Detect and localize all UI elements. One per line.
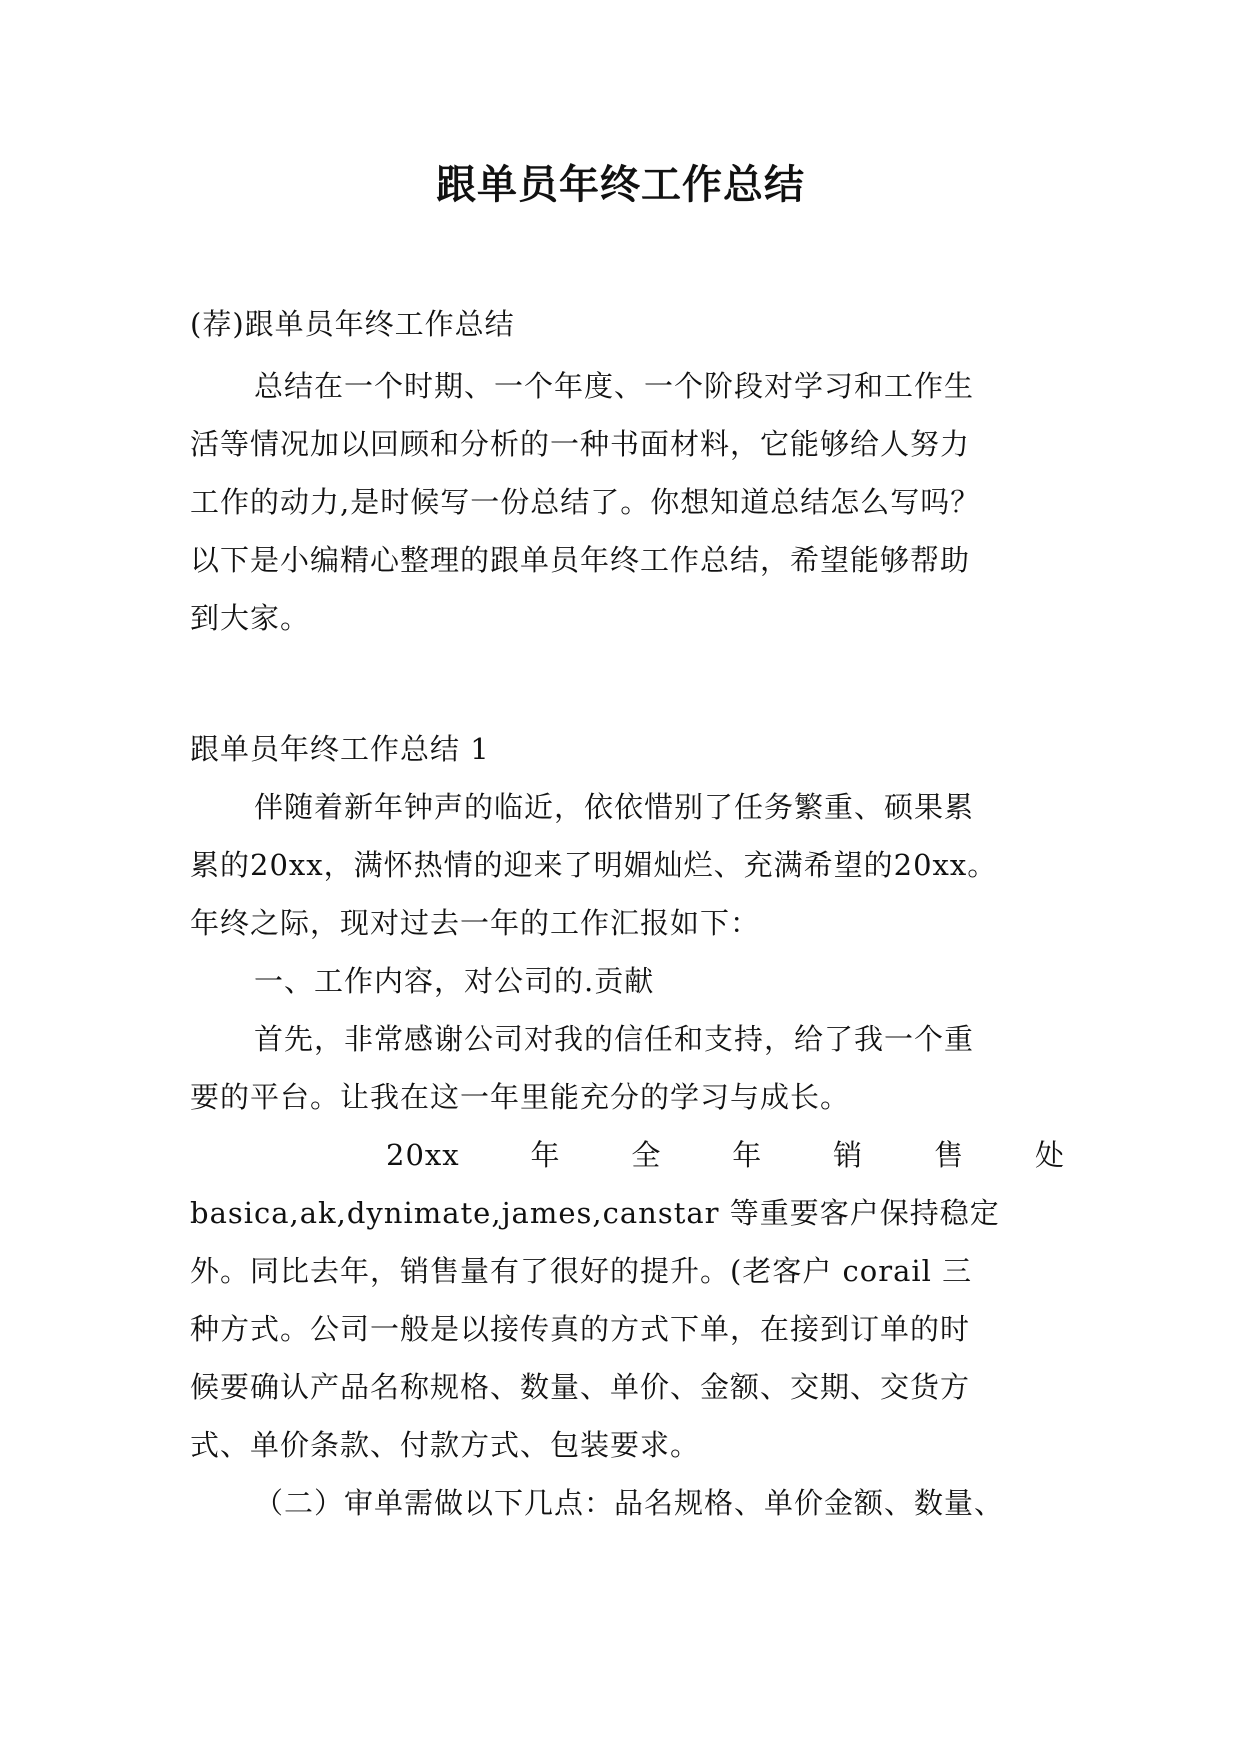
body-line: basica,ak,dynimate,james,canstar 等重要客户保持稳定 (190, 1196, 1000, 1230)
spread-word: 全 (631, 1138, 662, 1172)
body-line: 要的平台。让我在这一年里能充分的学习与成长。 (190, 1080, 851, 1114)
body-line: 伴随着新年钟声的临近，依依惜别了任务繁重、硕果累 (254, 790, 975, 824)
spread-word: 20xx (386, 1138, 460, 1172)
intro-line: 活等情况加以回顾和分析的一种书面材料，它能够给人努力 (190, 427, 971, 461)
body-line: 候要确认产品名称规格、数量、单价、金额、交期、交货方 (190, 1370, 971, 1404)
body-line: （二）审单需做以下几点：品名规格、单价金额、数量、 (254, 1486, 1005, 1520)
intro-paragraph (190, 357, 1065, 647)
body-line: 种方式。公司一般是以接传真的方式下单，在接到订单的时 (190, 1312, 971, 1346)
spread-word: 年 (530, 1138, 561, 1172)
spread-word: 年 (732, 1138, 763, 1172)
intro-line: 总结在一个时期、一个年度、一个阶段对学习和工作生 (254, 369, 975, 403)
body-line: 累的20xx，满怀热情的迎来了明媚灿烂、充满希望的20xx。 (190, 848, 998, 882)
spread-line (190, 1126, 1065, 1184)
body-line: 首先，非常感谢公司对我的信任和支持，给了我一个重 (254, 1022, 975, 1056)
document-title: 跟单员年终工作总结 (436, 162, 805, 208)
document-subtitle: (荐)跟单员年终工作总结 (190, 307, 515, 341)
section1 (190, 720, 1065, 1532)
body-line: 式、单价条款、付款方式、包装要求。 (190, 1428, 701, 1462)
body-line: 年终之际，现对过去一年的工作汇报如下： (190, 906, 761, 940)
intro-line: 工作的动力,是时候写一份总结了。你想知道总结怎么写吗？ (190, 485, 981, 519)
spread-word: 处 (1034, 1138, 1065, 1172)
section-heading: 跟单员年终工作总结 1 (190, 732, 490, 766)
spread-word: 售 (934, 1138, 965, 1172)
spread-word: 销 (833, 1138, 864, 1172)
intro-line: 到大家。 (190, 601, 311, 635)
body-line: 一、工作内容，对公司的.贡献 (254, 964, 655, 998)
intro-line: 以下是小编精心整理的跟单员年终工作总结，希望能够帮助 (190, 543, 971, 577)
body-line: 外。同比去年，销售量有了很好的提升。(老客户 corail 三 (190, 1254, 973, 1288)
subtitle-block (190, 295, 1065, 353)
